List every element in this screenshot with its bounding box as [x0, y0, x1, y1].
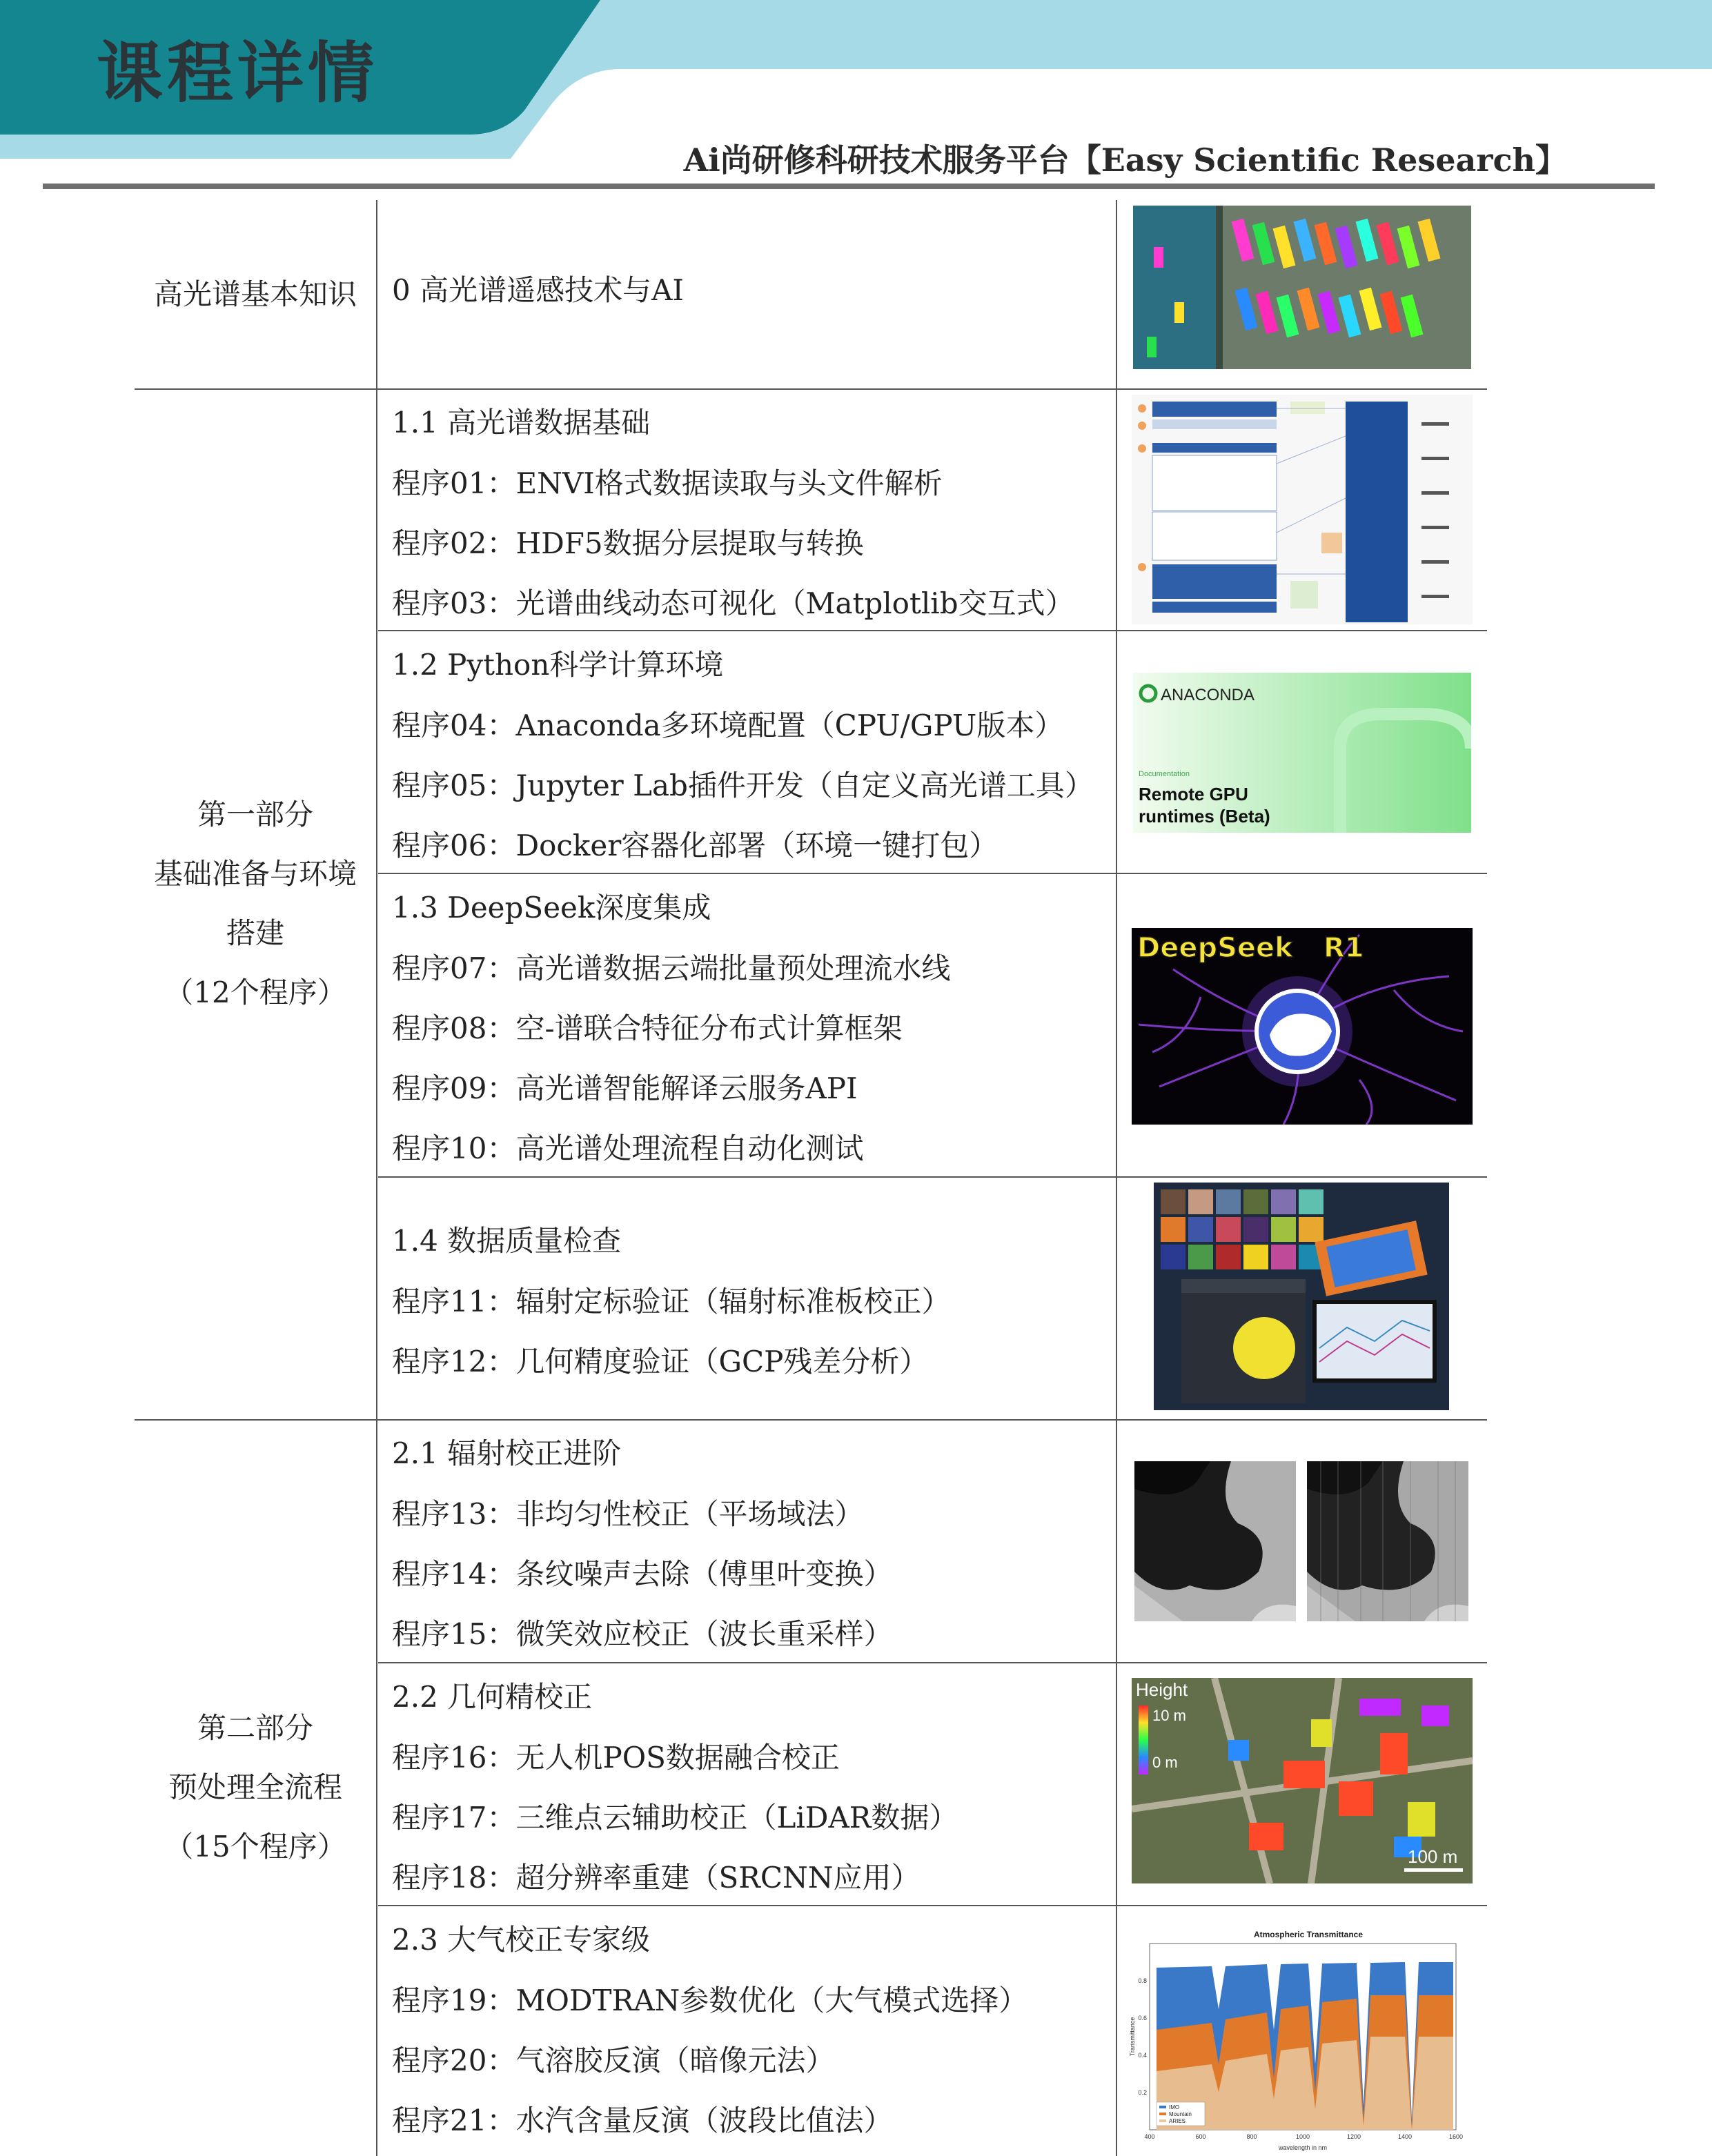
- x-tick: 1400: [1397, 2133, 1413, 2140]
- intro-label: 高光谱基本知识: [153, 277, 357, 311]
- x-tick: 1200: [1346, 2133, 1361, 2140]
- anaconda-line2: runtimes (Beta): [1139, 806, 1270, 827]
- part2-label-line: 预处理全流程: [168, 1770, 342, 1804]
- section-2-3: [378, 1905, 1116, 2156]
- program-line: 程序13：非均匀性校正（平场域法）: [392, 1497, 864, 1531]
- section-1-4: [378, 1176, 1116, 1419]
- program-line: 程序09：高光谱智能解译云服务API: [392, 1071, 858, 1105]
- thumb-deepseek: [1132, 928, 1473, 1125]
- part1-label-cell: [135, 388, 376, 1419]
- program-line: 程序07：高光谱数据云端批量预处理流水线: [392, 951, 951, 985]
- program-line: 程序15：微笑效应校正（波长重采样）: [392, 1617, 893, 1651]
- part2-label-cell: [135, 1419, 376, 2156]
- y-tick: 0.6: [1138, 2015, 1147, 2021]
- x-tick: 800: [1246, 2133, 1257, 2140]
- thumb-striping-before: [1134, 1461, 1296, 1621]
- program-line: 程序08：空-谱联合特征分布式计算框架: [392, 1011, 903, 1045]
- part1-label-line: 基础准备与环境: [153, 857, 357, 891]
- thumb-lidar-height: [1132, 1678, 1473, 1883]
- x-label: wavelength in nm: [1278, 2144, 1328, 2151]
- program-line: 程序05：Jupyter Lab插件开发（自定义高光谱工具）: [392, 769, 1094, 802]
- part1-label-line: 搭建: [226, 916, 284, 950]
- scale-label: 100 m: [1408, 1846, 1458, 1867]
- thumb-spectral-camera: [1154, 1183, 1449, 1410]
- section-heading: 2.1 辐射校正进阶: [392, 1436, 622, 1470]
- section-heading: 1.4 数据质量检查: [392, 1224, 622, 1258]
- intro-row: [378, 200, 1116, 388]
- program-line: 程序04：Anaconda多环境配置（CPU/GPU版本）: [392, 709, 1064, 742]
- part2-label-line: （15个程序）: [164, 1830, 346, 1863]
- page-title: 课程详情: [97, 34, 378, 112]
- anaconda-logo: ANACONDA: [1161, 686, 1255, 704]
- part2-label: [164, 1699, 346, 1877]
- section-heading: 2.3 大气校正专家级: [392, 1923, 651, 1957]
- thumb-anaconda: [1133, 673, 1471, 833]
- legend-entry: ARIES: [1169, 2118, 1186, 2124]
- part1-label-line: （12个程序）: [164, 976, 346, 1009]
- program-line: 程序19：MODTRAN参数优化（大气模式选择）: [392, 1984, 1028, 2017]
- program-line: 程序10：高光谱处理流程自动化测试: [392, 1131, 864, 1165]
- thumb-pe-structure: [1132, 395, 1473, 624]
- thumb-atmos-transmittance: [1129, 1926, 1470, 2154]
- program-line: 程序03：光谱曲线动态可视化（Matplotlib交互式）: [392, 586, 1074, 620]
- section-heading: 1.1 高光谱数据基础: [392, 406, 651, 439]
- deepseek-badge: R1: [1324, 932, 1364, 964]
- y-label: Transmittance: [1129, 2017, 1136, 2057]
- legend-entry: Mountain: [1169, 2111, 1192, 2117]
- scale-bar: [1404, 1868, 1463, 1872]
- program-line: 程序14：条纹噪声去除（傅里叶变换）: [392, 1557, 893, 1591]
- program-line: 程序06：Docker容器化部署（环境一键打包）: [392, 829, 998, 862]
- program-line: 程序11：辐射定标验证（辐射标准板校正）: [392, 1285, 951, 1318]
- x-tick: 400: [1144, 2133, 1155, 2140]
- atmos-title: Atmospheric Transmittance: [1253, 1930, 1364, 1939]
- section-2-1: [378, 1419, 1116, 1662]
- deepseek-title: DeepSeek: [1137, 932, 1293, 964]
- anaconda-line1: Remote GPU: [1139, 784, 1248, 804]
- program-line: 程序12：几何精度验证（GCP残差分析）: [392, 1345, 929, 1378]
- legend-high: 10 m: [1152, 1707, 1186, 1724]
- table-vline: [376, 200, 377, 2156]
- part1-label-line: 第一部分: [197, 798, 313, 831]
- anaconda-small: Documentation: [1139, 770, 1190, 778]
- program-line: 程序20：气溶胶反演（暗像元法）: [392, 2044, 835, 2077]
- legend-low: 0 m: [1152, 1754, 1178, 1771]
- header-rule: [43, 184, 1655, 189]
- legend-entry: IMO: [1169, 2104, 1180, 2110]
- thumb-vehicle-detection: [1133, 206, 1471, 369]
- section-2-2: [378, 1662, 1116, 1905]
- part1-label: [154, 785, 357, 1022]
- section-heading: 2.2 几何精校正: [392, 1680, 593, 1714]
- intro-line: 0 高光谱遥感技术与AI: [392, 273, 684, 307]
- thumb-striping-after: [1307, 1461, 1468, 1621]
- intro-label-cell: [135, 200, 376, 388]
- part2-label-line: 第二部分: [197, 1711, 313, 1745]
- program-line: 程序18：超分辨率重建（SRCNN应用）: [392, 1861, 921, 1895]
- y-tick: 0.8: [1138, 1977, 1147, 1984]
- program-line: 程序01：ENVI格式数据读取与头文件解析: [392, 466, 943, 500]
- y-tick: 0.4: [1138, 2052, 1147, 2059]
- section-heading: 1.2 Python科学计算环境: [392, 648, 724, 682]
- section-1-3: [378, 873, 1116, 1176]
- program-line: 程序21：水汽含量反演（波段比值法）: [392, 2104, 893, 2137]
- program-line: 程序02：HDF5数据分层提取与转换: [392, 526, 864, 560]
- legend-title: Height: [1136, 1679, 1188, 1700]
- section-1-1: [378, 388, 1116, 630]
- x-tick: 600: [1195, 2133, 1206, 2140]
- section-1-2: [378, 630, 1116, 873]
- x-tick: 1600: [1448, 2133, 1464, 2140]
- x-tick: 1000: [1295, 2133, 1310, 2140]
- platform-subtitle: Ai尚研修科研技术服务平台【Easy Scientific Research】: [683, 141, 1567, 179]
- program-line: 程序17：三维点云辅助校正（LiDAR数据）: [392, 1801, 958, 1834]
- program-line: 程序16：无人机POS数据融合校正: [392, 1741, 840, 1774]
- y-tick: 0.2: [1138, 2089, 1147, 2096]
- section-heading: 1.3 DeepSeek深度集成: [392, 891, 711, 924]
